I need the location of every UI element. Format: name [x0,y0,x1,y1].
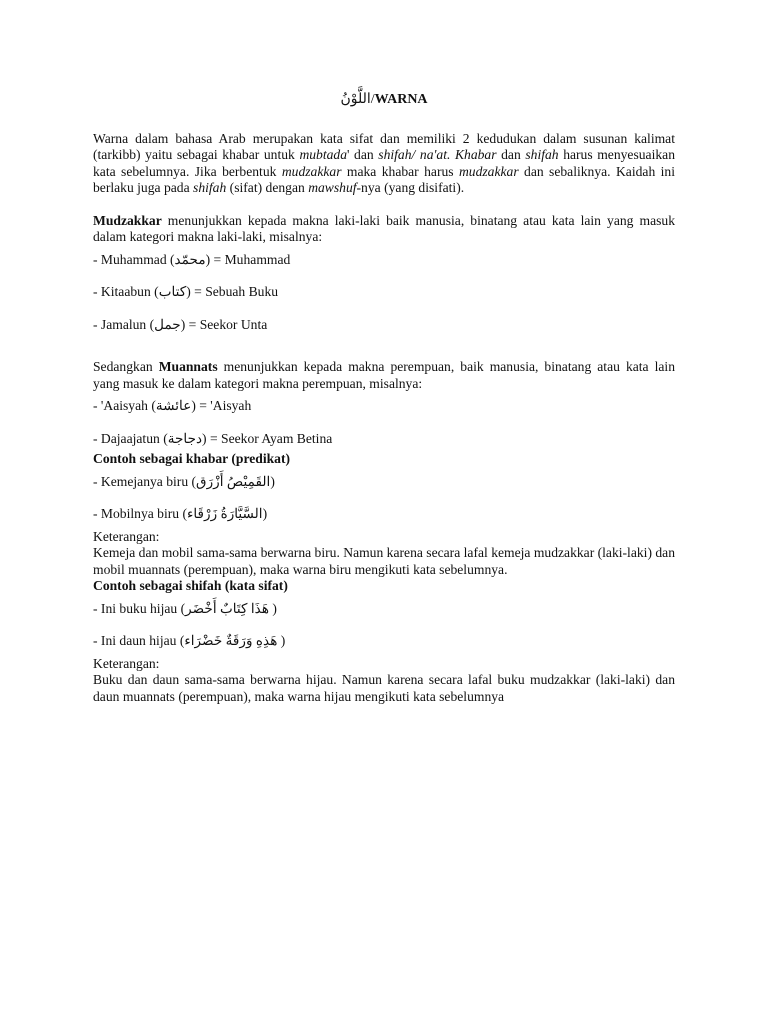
shifah-heading: Contoh sebagai shifah (kata sifat) [93,578,288,593]
intro-text: Warna dalam bahasa Arab merupakan kata sifat dan memiliki 2 kedudukan dalam susunan kalimat (tarkibb) yaitu sebagai khabar untuk [93,130,675,162]
intro-text: ' dan [347,147,379,162]
title-latin: WARNA [374,92,428,107]
example-arabic: كتاب [158,284,187,299]
example-arabic: هَذَا كِتَابٌ أَخْضَر [185,600,269,616]
example-label: - Ini daun hijau ( [93,633,185,648]
example-line [93,633,675,650]
intro-text: dan [496,147,526,162]
example-arabic: محمّد [174,251,206,267]
mudzakkar-term: Mudzakkar [93,212,162,228]
page-title [93,92,675,109]
mudzakkar-paragraph [93,213,675,246]
example-label: - Ini buku hijau ( [93,600,186,616]
example-arabic: هَذِهِ وَرَقَةٌ خَضْرَاء [184,633,278,648]
khabar-note: Kemeja dan mobil sama-sama berwarna biru. Namun karena secara lafal kemeja mudzakkar (laki-laki) dan mobil muannats (perempuan), maka warna biru mengikuti kata sebelumnya. [93,545,675,577]
shifah-note: Buku dan daun sama-sama berwarna hijau. Namun karena secara lafal buku mudzakkar (laki-laki) dan daun muannats (perempuan), maka warna hijau mengikuti kata sebelumnya [93,672,675,704]
muannats-term: Muannats [158,359,218,374]
example-line [93,252,675,269]
example-meaning: ) = Muhammad [205,251,291,267]
intro-italic: mawshuf [308,180,357,195]
example-label: - Dajaajatun ( [93,430,168,446]
example-label: - 'Aaisyah ( [93,398,156,413]
example-meaning: ) [277,633,286,648]
intro-italic: mudzakkar [281,163,342,179]
example-label: - Jamalun ( [93,316,155,332]
intro-italic: shifah [193,180,227,195]
muannats-text: Sedangkan [93,359,159,374]
example-line [93,506,675,523]
mudzakkar-text: menunjukkan kepada makna laki-laki baik manusia, binatang atau kata lain yang masuk dalam kategori makna laki-laki, misalnya: [93,212,675,244]
example-meaning: ) = Sebuah Buku [186,284,279,299]
example-label: - Mobilnya biru ( [93,506,188,521]
example-label: - Kitaabun ( [93,284,159,299]
shifah-note-label: Keterangan: [93,655,160,671]
title-arabic: اللَّوْنُ [340,92,371,107]
muannats-paragraph [93,359,675,392]
example-meaning: ) [270,473,275,489]
example-line [93,284,675,301]
intro-text: -nya (yang disifati). [356,180,465,195]
example-arabic: عائشة [155,398,192,413]
khabar-note-label: Keterangan: [93,528,160,544]
muannats-text: menunjukkan kepada makna perempuan, baik manusia, binatang atau kata lain yang masuk ke dalam kategori makna perempuan, misalnya: [93,359,676,391]
example-meaning: ) [268,600,277,616]
intro-italic: shifah/ na'at. Khabar [378,147,497,162]
title-separator: / [370,92,375,107]
example-line [93,474,675,491]
intro-italic: mubtada [299,147,348,162]
intro-text: maka khabar harus [341,163,459,179]
intro-text: harus menyesuaikan kata sebelumnya. Jika berbentuk [93,147,675,179]
intro-italic: shifah [525,147,559,162]
intro-paragraph [93,131,675,197]
document-content [93,92,675,705]
khabar-heading: Contoh sebagai khabar (predikat) [93,451,291,466]
example-line [93,431,675,448]
example-meaning: ) = 'Aisyah [191,398,252,413]
example-arabic: دجاجة [167,430,203,446]
example-arabic: القَمِيْصُ أَزْرَق [196,473,271,489]
example-meaning: ) [262,506,268,521]
example-meaning: ) = Seekor Ayam Betina [202,430,333,446]
example-label: - Muhammad ( [93,251,175,267]
intro-text: (sifat) dengan [226,180,309,195]
example-arabic: السَّيَّارَةُ زَرْقَاء [187,506,263,521]
intro-italic: mudzakkar [458,163,519,179]
example-line [93,601,675,618]
example-arabic: جمل [154,316,181,332]
example-meaning: ) = Seekor Unta [180,316,268,332]
example-line [93,317,675,334]
example-label: - Kemejanya biru ( [93,473,197,489]
example-line [93,398,675,415]
intro-text: dan sebaliknya. Kaidah ini berlaku juga pada [93,163,675,195]
